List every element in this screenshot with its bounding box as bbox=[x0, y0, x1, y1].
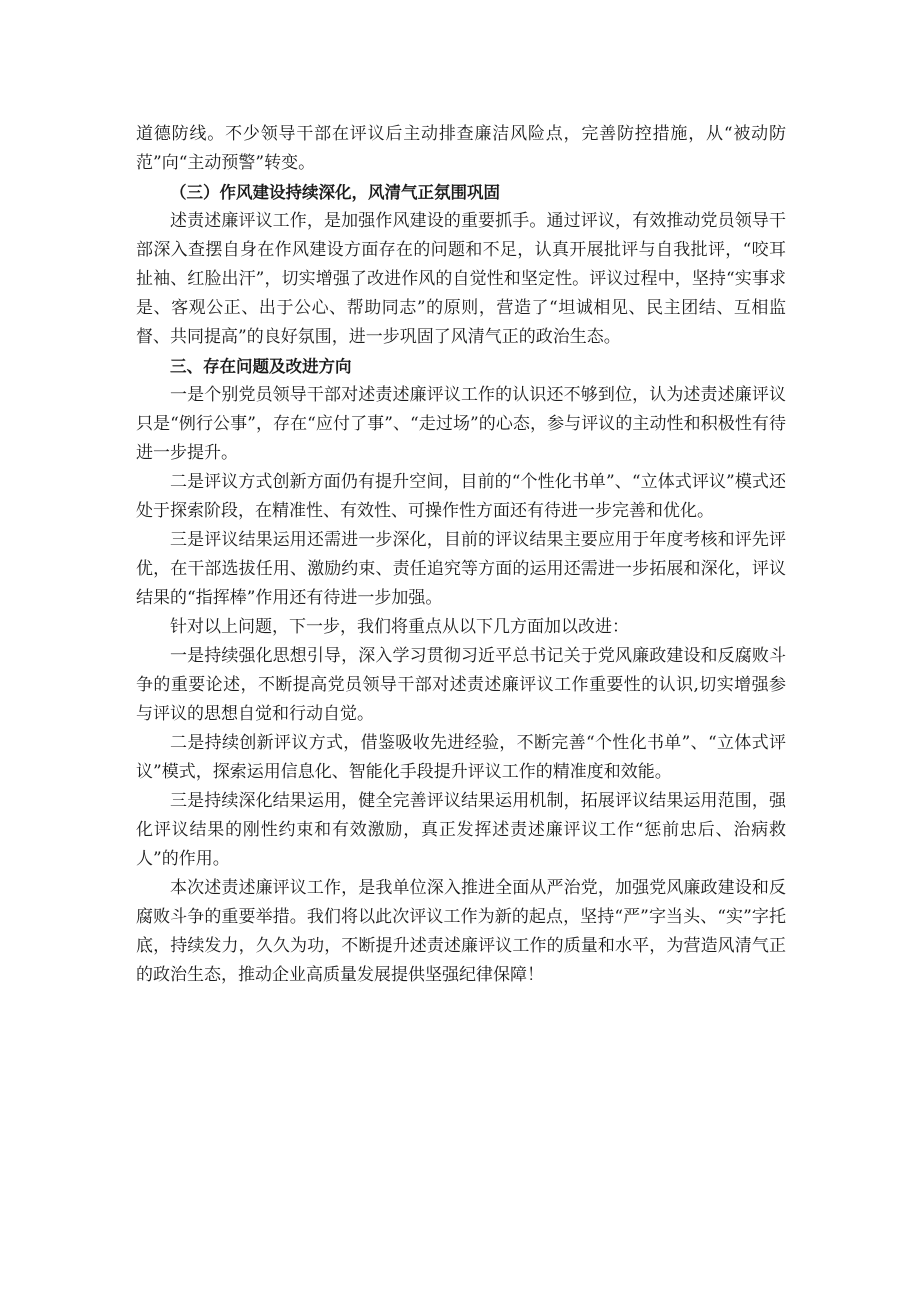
paragraph-problem-3: 三是评议结果运用还需进一步深化，目前的评议结果主要应用于年度考核和评先评优，在干部选拔任用、激励约束、责任追究等方面的运用还需进一步拓展和深化，评议结果的“指挥棒”作用还有待进一步加强。 bbox=[136, 530, 786, 608]
paragraph-continuation: 道德防线。不少领导干部在评议后主动排查廉洁风险点，完善防控措施，从“被动防范”向“主动预警”转变。 bbox=[136, 124, 786, 173]
paragraph-next-steps-intro: 针对以上问题，下一步，我们将重点从以下几方面加以改进： bbox=[170, 617, 629, 637]
section-subheading-3: （三）作风建设持续深化，风清气正氛围巩固 bbox=[170, 183, 500, 202]
paragraph-improvement-1: 一是持续强化思想引导，深入学习贯彻习近平总书记关于党风廉政建设和反腐败斗争的重要论述，不断提高党员领导干部对述责述廉评议工作重要性的认识,切实增强参与评议的思想自觉和行动自觉。 bbox=[136, 646, 786, 724]
paragraph-improvement-2: 二是持续创新评议方式，借鉴吸收先进经验，不断完善“个性化书单”、“立体式评议”模式，探索运用信息化、智能化手段提升评议工作的精准度和效能。 bbox=[136, 733, 786, 782]
paragraph-problem-1: 一是个别党员领导干部对述责述廉评议工作的认识还不够到位，认为述责述廉评议只是“例行公事”，存在“应付了事”、“走过场”的心态，参与评议的主动性和积极性有待进一步提升。 bbox=[136, 385, 786, 463]
document-page bbox=[136, 120, 786, 990]
paragraph-problem-2: 二是评议方式创新方面仍有提升空间，目前的“个性化书单”、“立体式评议”模式还处于探索阶段，在精准性、有效性、可操作性方面还有待进一步完善和优化。 bbox=[136, 472, 786, 521]
paragraph-conclusion: 本次述责述廉评议工作，是我单位深入推进全面从严治党，加强党风廉政建设和反腐败斗争的重要举措。我们将以此次评议工作为新的起点，坚持“严”字当头、“实”字托底，持续发力，久久为功，不断提升述责述廉评议工作的质量和水平，为营造风清气正的政治生态，推动企业高质量发展提供坚强纪律保障！ bbox=[136, 878, 786, 985]
section-heading-problems: 三、存在问题及改进方向 bbox=[170, 357, 352, 376]
paragraph-style-building: 述责述廉评议工作，是加强作风建设的重要抓手。通过评议，有效推动党员领导干部深入查摆自身在作风建设方面存在的问题和不足，认真开展批评与自我批评，“咬耳扯袖、红脸出汗”，切实增强了改进作风的自觉性和坚定性。评议过程中，坚持“实事求是、客观公正、出于公心、帮助同志”的原则，营造了“坦诚相见、民主团结、互相监督、共同提高”的良好氛围，进一步巩固了风清气正的政治生态。 bbox=[136, 211, 786, 347]
paragraph-improvement-3: 三是持续深化结果运用，健全完善评议结果运用机制，拓展评议结果运用范围，强化评议结果的刚性约束和有效激励，真正发挥述责述廉评议工作“惩前忠后、治病救人”的作用。 bbox=[136, 791, 786, 869]
